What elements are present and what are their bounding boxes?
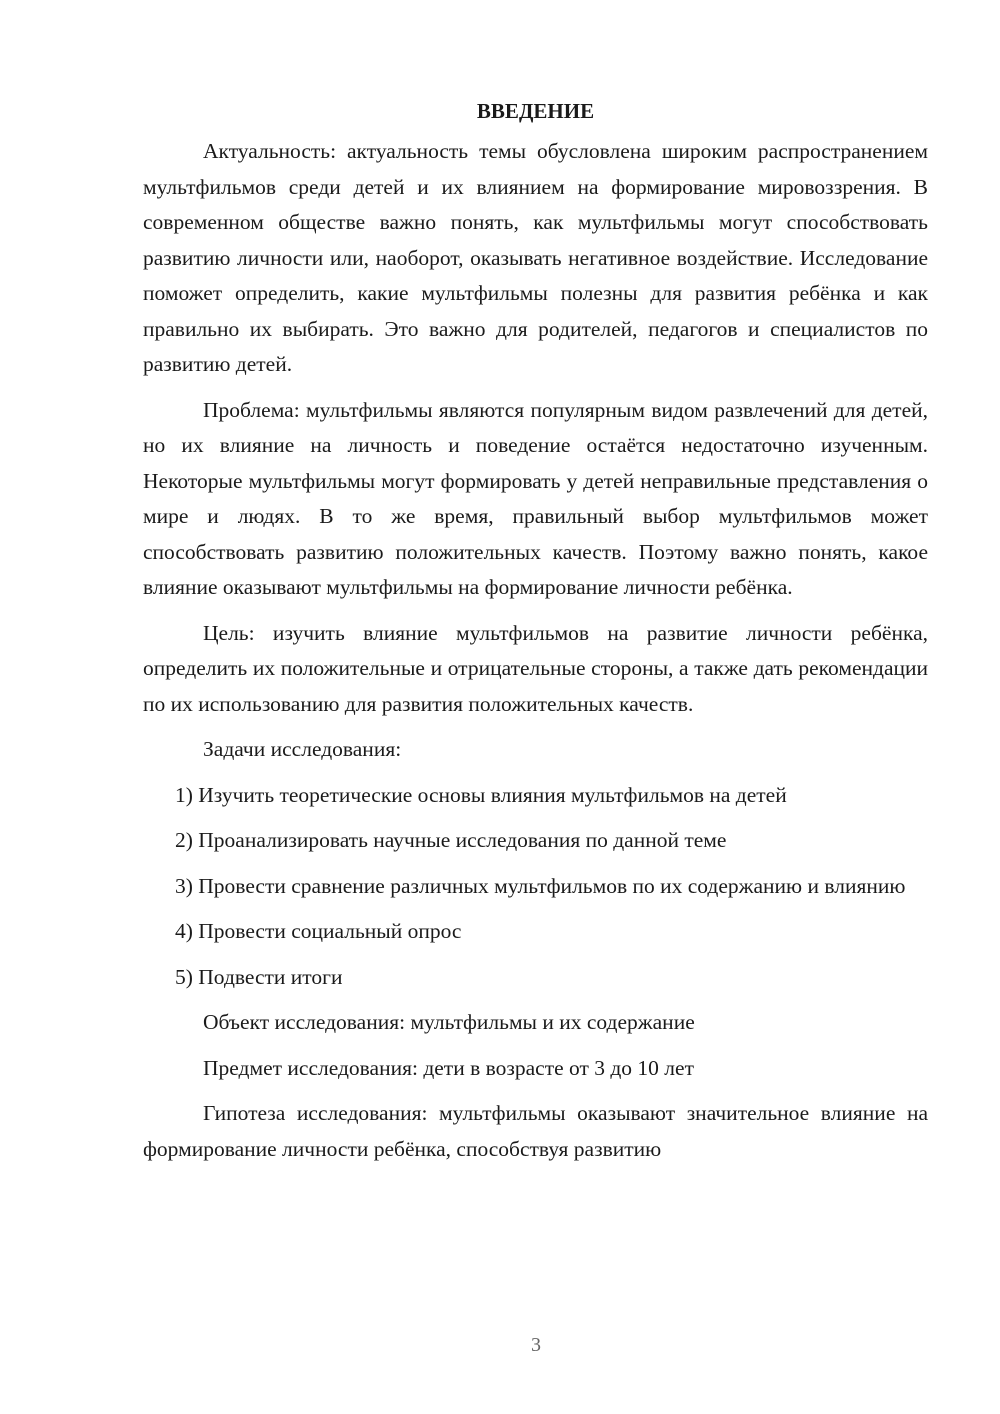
- page-content: [143, 96, 928, 1167]
- task-item-4: 4) Провести социальный опрос: [175, 919, 462, 943]
- task-item-3: 3) Провести сравнение различных мультфильмов по их содержанию и влиянию: [175, 873, 906, 898]
- task-item-5: 5) Подвести итоги: [175, 964, 343, 989]
- task-item-1: 1) Изучить теоретические основы влияния мультфильмов на детей: [175, 782, 787, 807]
- page-title: ВВЕДЕНИЕ: [476, 99, 595, 123]
- page-number: 3: [531, 1334, 541, 1356]
- paragraph-problem: Проблема: мультфильмы являются популярным видом развлечений для детей, но их влияние на личность и поведение остаётся недостаточно изученным. Некоторые мультфильмы могут формировать у детей неправильные представления о мире и людях. В то же время, правильный выбор мультфильмов может способствовать развитию положительных качеств. Поэтому важно понять, какое влияние оказывают мультфильмы на формирование личности ребёнка.: [143, 397, 928, 599]
- tasks-heading: Задачи исследования:: [203, 737, 402, 761]
- paragraph-hypothesis: Гипотеза исследования: мультфильмы оказывают значительное влияние на формирование личности ребёнка, способствуя развитию: [143, 1101, 928, 1161]
- paragraph-relevance: Актуальность: актуальность темы обусловлена широким распространением мультфильмов среди детей и их влиянием на формирование мировоззрения. В современном обществе важно понять, как мультфильмы могут способствовать развитию личности или, наоборот, оказывать негативное воздействие. Исследование поможет определить, какие мультфильмы полезны для развития ребёнка и как правильно их выбирать. Это важно для родителей, педагогов и специалистов по развитию детей.: [143, 139, 928, 376]
- paragraph-object: Объект исследования: мультфильмы и их содержание: [203, 1010, 695, 1034]
- task-item-2: 2) Проанализировать научные исследования по данной теме: [175, 828, 727, 852]
- paragraph-goal: Цель: изучить влияние мультфильмов на развитие личности ребёнка, определить их положительные и отрицательные стороны, а также дать рекомендации по их использованию для развития положительных качеств.: [143, 620, 928, 716]
- paragraph-subject: Предмет исследования: дети в возрасте от 3 до 10 лет: [203, 1055, 694, 1080]
